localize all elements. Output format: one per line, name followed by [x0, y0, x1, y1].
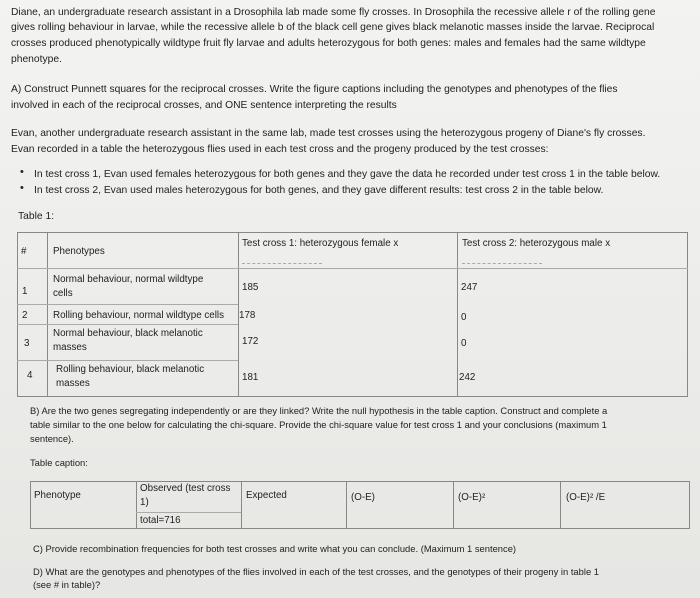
part-a-line-1: A) Construct Punnett squares for the reciprocal crosses. Write the figure captions including the genotypes and phenotypes of the flies	[11, 84, 618, 95]
bullet-icon: •	[20, 182, 24, 194]
row-4-number: 4	[27, 370, 33, 381]
part-b-line-2: table similar to the one below for calculating the chi-square. Provide the chi-square value for test cross 1 and your conclusions (maximum 1	[30, 419, 607, 430]
intro-line-1: Diane, an undergraduate research assistant in a Drosophila lab made some fly crosses. In Drosophila the recessive allele r of the rolling gene	[11, 7, 656, 18]
column-expected: Expected	[246, 490, 287, 501]
column-phenotype: Phenotype	[34, 490, 81, 501]
row-3-phenotype-cont: masses	[53, 342, 87, 353]
bullet-test-cross-1: In test cross 1, Evan used females heterozygous for both genes and they gave the data he recorded under test cross 1 in the table below.	[34, 169, 661, 180]
row-3-number: 3	[24, 338, 30, 349]
row-2-number: 2	[22, 310, 28, 321]
row-4-test-cross-2: 242	[459, 372, 476, 383]
part-c: C) Provide recombination frequencies for both test crosses and write what you can conclude. (Maximum 1 sentence)	[33, 543, 517, 554]
row-4-phenotype: Rolling behaviour, black melanotic	[56, 364, 205, 375]
row-4-test-cross-1: 181	[242, 372, 259, 383]
header-test-cross-2: Test cross 2: heterozygous male x	[462, 238, 611, 249]
intro-line-2: gives rolling behaviour in larvae, while the recessive allele b of the black cell gene gives black melanotic masses inside the larvae. Reciprocal	[11, 22, 655, 33]
intro-line-3: crosses produced phenotypically wildtype fruit fly larvae and adults heterozygous for both genes: males and females had the same wildtype	[11, 38, 646, 49]
column-o-minus-e: (O-E)	[351, 492, 375, 503]
row-3-test-cross-2: 0	[461, 338, 467, 349]
part-b-line-3: sentence).	[30, 433, 74, 444]
row-4-phenotype-cont: masses	[56, 378, 90, 389]
row-3-test-cross-1: 172	[242, 336, 259, 347]
bullet-icon: •	[20, 166, 24, 178]
column-chi-component: (O-E)² /E	[566, 492, 606, 503]
part-d-line-2: (see # in table)?	[33, 579, 101, 590]
row-2-test-cross-2: 0	[461, 312, 467, 323]
row-1-number: 1	[22, 286, 28, 297]
bullet-test-cross-2: In test cross 2, Evan used males heterozygous for both genes, and they gave different results: test cross 2 in the table below.	[34, 185, 604, 196]
column-observed-cont: 1)	[140, 497, 149, 508]
column-o-minus-e-squared: (O-E)²	[458, 492, 486, 503]
intro-line-4: phenotype.	[11, 54, 62, 65]
header-phenotypes: Phenotypes	[53, 246, 105, 257]
column-observed: Observed (test cross	[140, 483, 231, 494]
evan-line-2: Evan recorded in a table the heterozygous flies used in each test cross and the progeny produced by the test crosses:	[11, 144, 549, 155]
row-1-phenotype-cont: cells	[53, 288, 73, 299]
part-d-line-1: D) What are the genotypes and phenotypes of the flies involved in each of the test crosses, and the genotypes of their progeny in table 1	[33, 566, 599, 577]
evan-line-1: Evan, another undergraduate research assistant in the same lab, made test crosses using the heterozygous progeny of Diane's fly crosses.	[11, 128, 646, 139]
row-1-test-cross-2: 247	[461, 282, 478, 293]
table-caption-label: Table caption:	[30, 457, 88, 468]
header-number: #	[21, 246, 27, 257]
row-2-phenotype: Rolling behaviour, normal wildtype cells	[53, 310, 224, 321]
part-a-line-2: involved in each of the reciprocal crosses, and ONE sentence interpreting the results	[11, 100, 397, 111]
header-test-cross-1: Test cross 1: heterozygous female x	[242, 238, 399, 249]
row-2-test-cross-1: 178	[239, 310, 256, 321]
table-1-label: Table 1:	[18, 211, 55, 222]
part-b-line-1: B) Are the two genes segregating independently or are they linked? Write the null hypothesis in the table caption. Construct and complete a	[30, 405, 608, 416]
row-3-phenotype: Normal behaviour, black melanotic	[53, 328, 203, 339]
observed-total: total=716	[140, 515, 181, 526]
row-1-phenotype: Normal behaviour, normal wildtype	[53, 274, 204, 285]
row-1-test-cross-1: 185	[242, 282, 259, 293]
